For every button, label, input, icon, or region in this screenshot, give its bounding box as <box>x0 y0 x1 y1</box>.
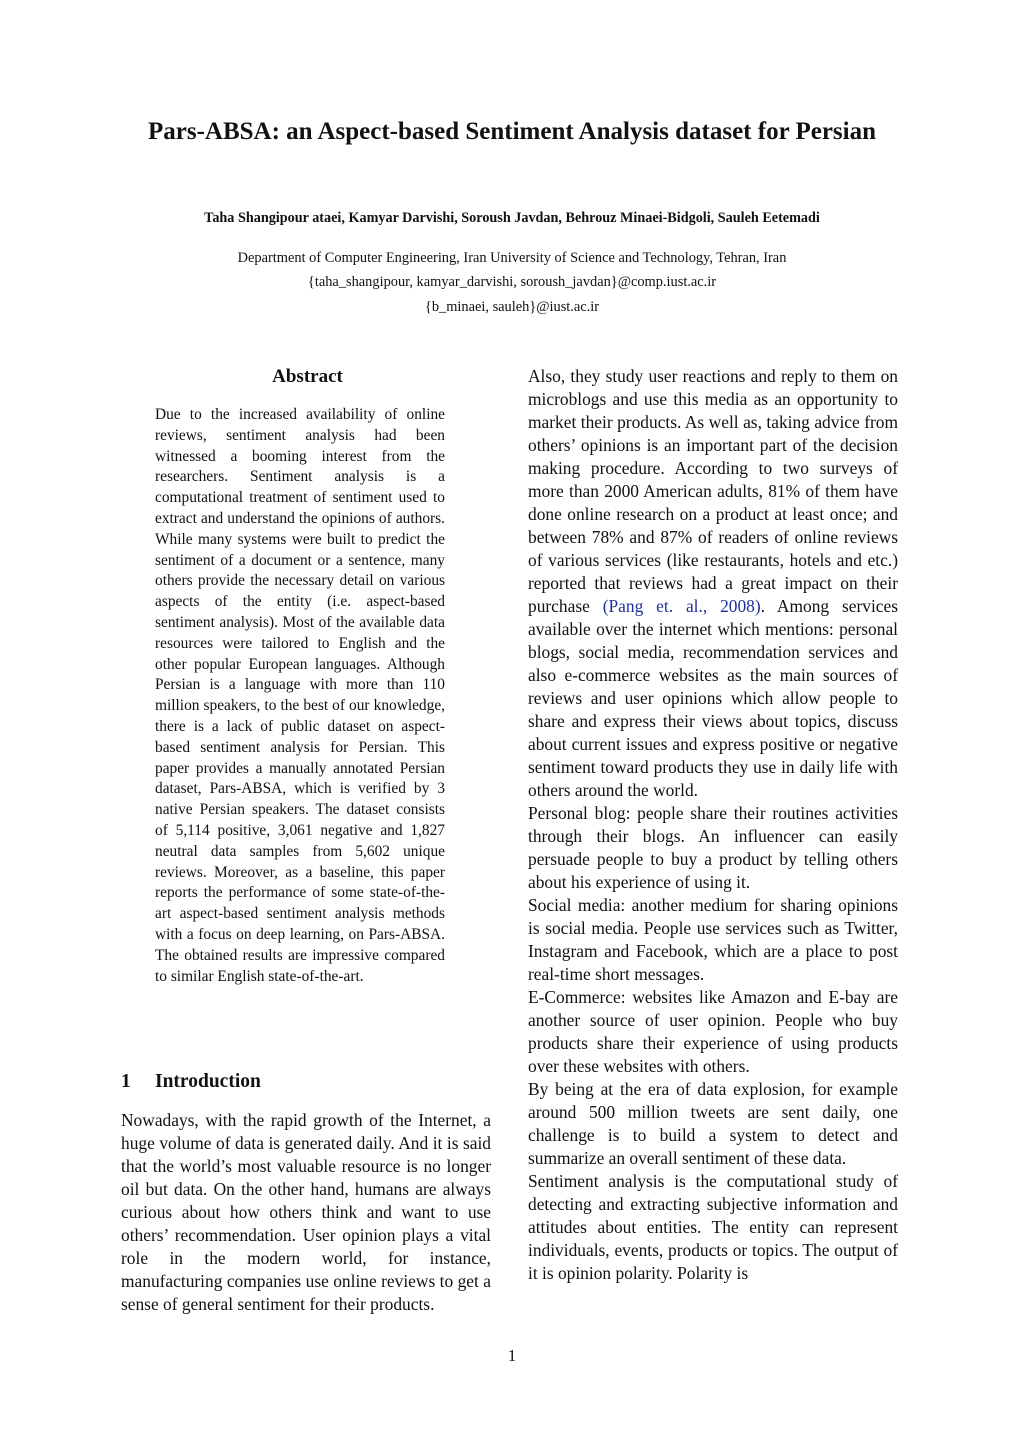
paragraph-user-reactions: Also, they study user reactions and reply to them on microblogs and use this media as an opportunity to market their products. As well as, taking advice from others’ opinions is an important part of the decision making procedure. According to two surveys of more than 2000 American adults, 81% of them have done online research on a product at least once; and between 78% and 87% of readers of online reviews of various services (like restaurants, hotels and etc.) reported that reviews had a great impact on their purchase (Pang et. al., 2008). Among services available over the internet which mentions: personal blogs, social media, recommendation services and also e-commerce websites as the main sources of reviews and user opinions which allow people to share and express their views about topics, discuss about current issues and express positive or negative sentiment toward products they use in daily life with others around the world. <box>528 366 898 800</box>
citation-link[interactable]: (Pang et. al., 2008) <box>602 596 761 616</box>
author-emails-2: {b_minaei, sauleh}@iust.ac.ir <box>424 299 600 315</box>
intro-paragraph: Nowadays, with the rapid growth of the Internet, a huge volume of data is generated daily. And it is said that the world’s most valuable resource is no longer oil but data. On the other hand, humans are always curious about how others think and want to use others’ recommendation. User opinion plays a vital role in the modern world, for instance, manufacturing companies use online reviews to get a sense of general sentiment for their products. <box>121 1110 491 1314</box>
affiliation: Department of Computer Engineering, Iran University of Science and Technology, Tehran, Iran <box>237 250 787 266</box>
section-number: 1 <box>121 1071 131 1092</box>
section-heading-introduction <box>121 1071 261 1093</box>
author-emails-1: {taha_shangipour, kamyar_darvishi, soroush_javdan}@comp.iust.ac.ir <box>307 274 717 290</box>
abstract-heading: Abstract <box>272 366 343 387</box>
paragraph-e-commerce: E-Commerce: websites like Amazon and E-bay are another source of user opinion. People who buy products share their experience of using products over these websites with others. <box>528 987 898 1076</box>
abstract-text: Due to the increased availability of online reviews, sentiment analysis had been witnessed a booming interest from the researchers. Sentiment analysis is a computational treatment of sentiment used to extract and understand the opinions of authors. While many systems were built to predict the sentiment of a document or a sentence, many others provide the necessary detail on various aspects of the entity (i.e. aspect-based sentiment analysis). Most of the available data resources were tailored to English and the other popular European languages. Although Persian is a language with more than 110 million speakers, to the best of our knowledge, there is a lack of public dataset on aspect-based sentiment analysis for Persian. This paper provides a manually annotated Persian dataset, Pars-ABSA, which is verified by 3 native Persian speakers. The dataset consists of 5,114 positive, 3,061 negative and 1,827 neutral data samples from 5,602 unique reviews. Moreover, as a baseline, this paper reports the performance of some state-of-the-art aspect-based sentiment analysis methods with a focus on deep learning, on Pars-ABSA. The obtained results are impressive compared to similar English state-of-the-art. <box>155 406 445 985</box>
paper-title: Pars-ABSA: an Aspect-based Sentiment Analysis dataset for Persian <box>147 118 876 145</box>
page-number: 1 <box>507 1346 517 1365</box>
paragraph-social-media: Social media: another medium for sharing opinions is social media. People use services such as Twitter, Instagram and Facebook, which are a place to post real-time short messages. <box>528 895 898 984</box>
paragraph-data-explosion: By being at the era of data explosion, for example around 500 million tweets are sent daily, one challenge is to build a system to detect and summarize an overall sentiment of these data. <box>528 1079 898 1168</box>
paragraph-personal-blog: Personal blog: people share their routines activities through their blogs. An influencer can easily persuade people to buy a product by telling others about his experience of using it. <box>528 803 898 892</box>
right-column <box>528 365 898 1285</box>
section-title: Introduction <box>155 1071 261 1092</box>
paragraph-sentiment-analysis: Sentiment analysis is the computational study of detecting and extracting subjective information and attitudes about entities. The entity can represent individuals, events, products or topics. The output of it is opinion polarity. Polarity is <box>528 1171 898 1283</box>
author-list: Taha Shangipour ataei, Kamyar Darvishi, Soroush Javdan, Behrouz Minaei-Bidgoli, Sauleh Eetemadi <box>204 210 820 226</box>
